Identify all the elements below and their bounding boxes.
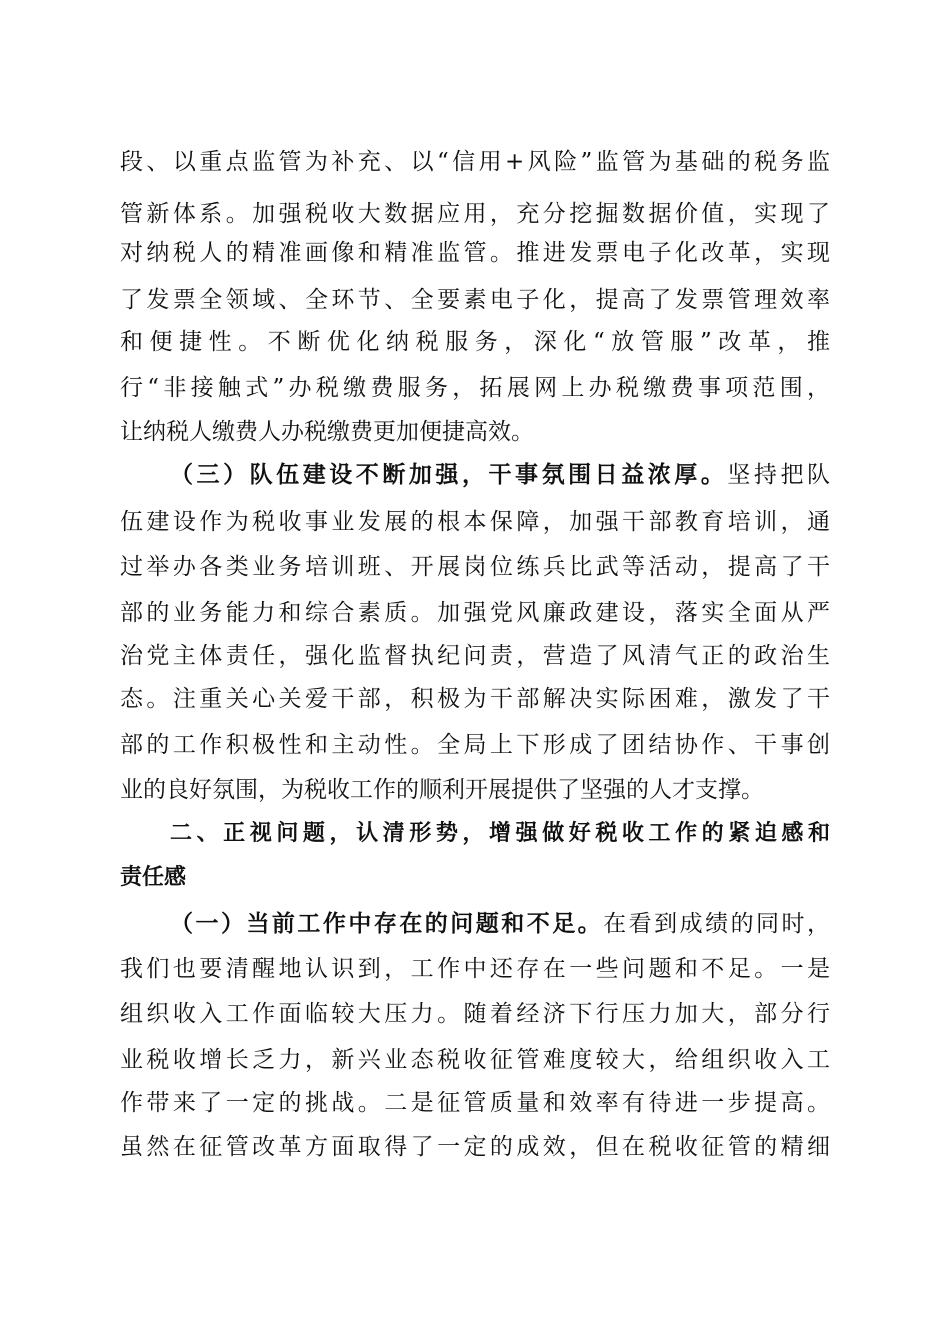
- section-two-heading: 二、正视问题，认清形势，增强做好税收工作的紧迫感和: [170, 821, 830, 846]
- body-line: 部的工作积极性和主动性。全局上下形成了团结协作、干事创: [120, 732, 830, 758]
- body-line: 过举办各类业务培训班、开展岗位练兵比武等活动，提高了干: [120, 554, 830, 580]
- subheading-three: [170, 455, 830, 495]
- body-line: 态。注重关心关爱干部，积极为干部解决实际困难，激发了干: [120, 686, 830, 712]
- body-line: 我们也要清醒地认识到，工作中还存在一些问题和不足。一是: [120, 956, 830, 982]
- body-line: 伍建设作为税收事业发展的根本保障，加强干部教育培训，通: [120, 509, 830, 535]
- subheading-three-title: （三）队伍建设不断加强，干事氛围日益浓厚。: [170, 461, 728, 488]
- section-two-heading-continued: 责任感: [120, 865, 187, 890]
- subheading-three-text: 坚持把队: [727, 462, 831, 488]
- body-line: 和便捷性。不断优化纳税服务，深化“放管服”改革，推: [120, 329, 830, 355]
- body-line: 作带来了一定的挑战。二是征管质量和效率有待进一步提高。: [120, 1090, 830, 1116]
- body-line: 虽然在征管改革方面取得了一定的成效，但在税收征管的精细: [120, 1134, 830, 1160]
- subheading-one-text: 在看到成绩的同时，: [603, 911, 831, 937]
- subheading-one: [170, 904, 830, 944]
- body-line: 段、以重点监管为补充、以“信用+风险”监管为基础的税务监: [120, 149, 830, 175]
- body-line: 让纳税人缴费人办税缴费更加便捷高效。: [120, 419, 534, 445]
- body-line: 部的业务能力和综合素质。加强党风廉政建设，落实全面从严: [120, 600, 830, 626]
- body-line: 组织收入工作面临较大压力。随着经济下行压力加大，部分行: [120, 1001, 830, 1027]
- body-line: 管新体系。加强税收大数据应用，充分挖掘数据价值，实现了: [120, 201, 830, 227]
- body-line: 行“非接触式”办税缴费服务，拓展网上办税缴费事项范围，: [120, 375, 830, 401]
- body-line: 业的良好氛围，为税收工作的顺利开展提供了坚强的人才支撑。: [120, 777, 764, 803]
- subheading-one-title: （一）当前工作中存在的问题和不足。: [170, 910, 604, 937]
- body-line: 治党主体责任，强化监督执纪问责，营造了风清气正的政治生: [120, 643, 830, 669]
- body-line: 业税收增长乏力，新兴业态税收征管难度较大，给组织收入工: [120, 1047, 830, 1073]
- body-line: 对纳税人的精准画像和精准监管。推进发票电子化改革，实现: [120, 240, 830, 266]
- body-line: 了发票全领域、全环节、全要素电子化，提高了发票管理效率: [120, 287, 830, 313]
